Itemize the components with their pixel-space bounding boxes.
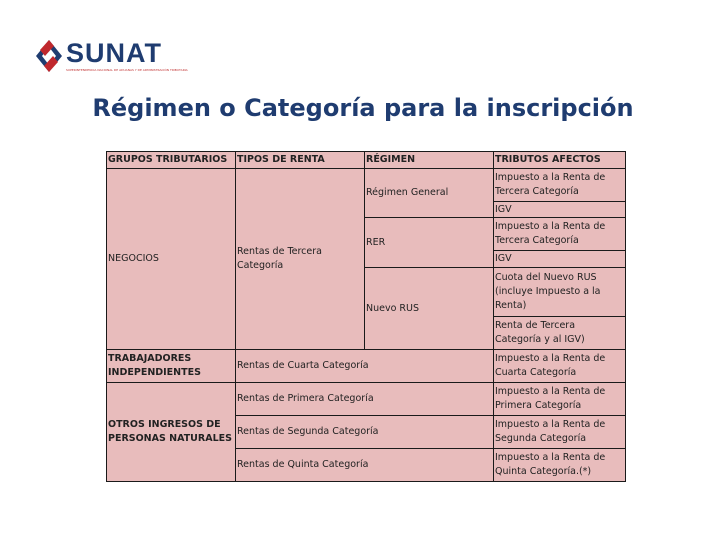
tributo-cuarta: Impuesto a la Renta de Cuarta Categoría [494, 350, 626, 383]
regimen-rer: RER [365, 218, 494, 268]
header-tributos: TRIBUTOS AFECTOS [494, 152, 626, 169]
regimen-table [106, 151, 626, 482]
tributo-rus-renta: Renta de Tercera Categoría y al IGV) [494, 317, 626, 350]
table-row [107, 169, 626, 202]
renta-segunda: Rentas de Segunda Categoría [236, 416, 494, 449]
table-row [107, 350, 626, 383]
renta-tercera: Rentas de Tercera Categoría [236, 169, 365, 350]
header-regimen: RÉGIMEN [365, 152, 494, 169]
group-negocios: NEGOCIOS [107, 169, 236, 350]
tributo-rus-cuota: Cuota del Nuevo RUS (incluye Impuesto a la Renta) [494, 268, 626, 317]
tributo-primera: Impuesto a la Renta de Primera Categoría [494, 383, 626, 416]
group-trabajadores: TRABAJADORES INDEPENDIENTES [107, 350, 236, 383]
tributo-general-igv: IGV [494, 202, 626, 218]
brand-tagline: SUPERINTENDENCIA NACIONAL DE ADUANAS Y DE ADMINISTRACIÓN TRIBUTARIA [66, 68, 188, 72]
tributo-segunda: Impuesto a la Renta de Segunda Categoría [494, 416, 626, 449]
page-title: Régimen o Categoría para la inscripción [92, 94, 634, 122]
sunat-emblem-icon [34, 38, 68, 78]
regimen-nuevo-rus: Nuevo RUS [365, 268, 494, 350]
renta-cuarta: Rentas de Cuarta Categoría [236, 350, 494, 383]
tributo-general-renta: Impuesto a la Renta de Tercera Categoría [494, 169, 626, 202]
renta-quinta: Rentas de Quinta Categoría [236, 449, 494, 482]
tributo-quinta: Impuesto a la Renta de Quinta Categoría.(*) [494, 449, 626, 482]
header-tipos-renta: TIPOS DE RENTA [236, 152, 365, 169]
table-header-row [107, 152, 626, 169]
regimen-general: Régimen General [365, 169, 494, 218]
renta-primera: Rentas de Primera Categoría [236, 383, 494, 416]
header-grupos: GRUPOS TRIBUTARIOS [107, 152, 236, 169]
tributo-rer-igv: IGV [494, 251, 626, 268]
table-row [107, 383, 626, 416]
group-otros: OTROS INGRESOS DE PERSONAS NATURALES [107, 383, 236, 482]
brand-name: SUNAT [66, 38, 162, 68]
tributo-rer-renta: Impuesto a la Renta de Tercera Categoría [494, 218, 626, 251]
